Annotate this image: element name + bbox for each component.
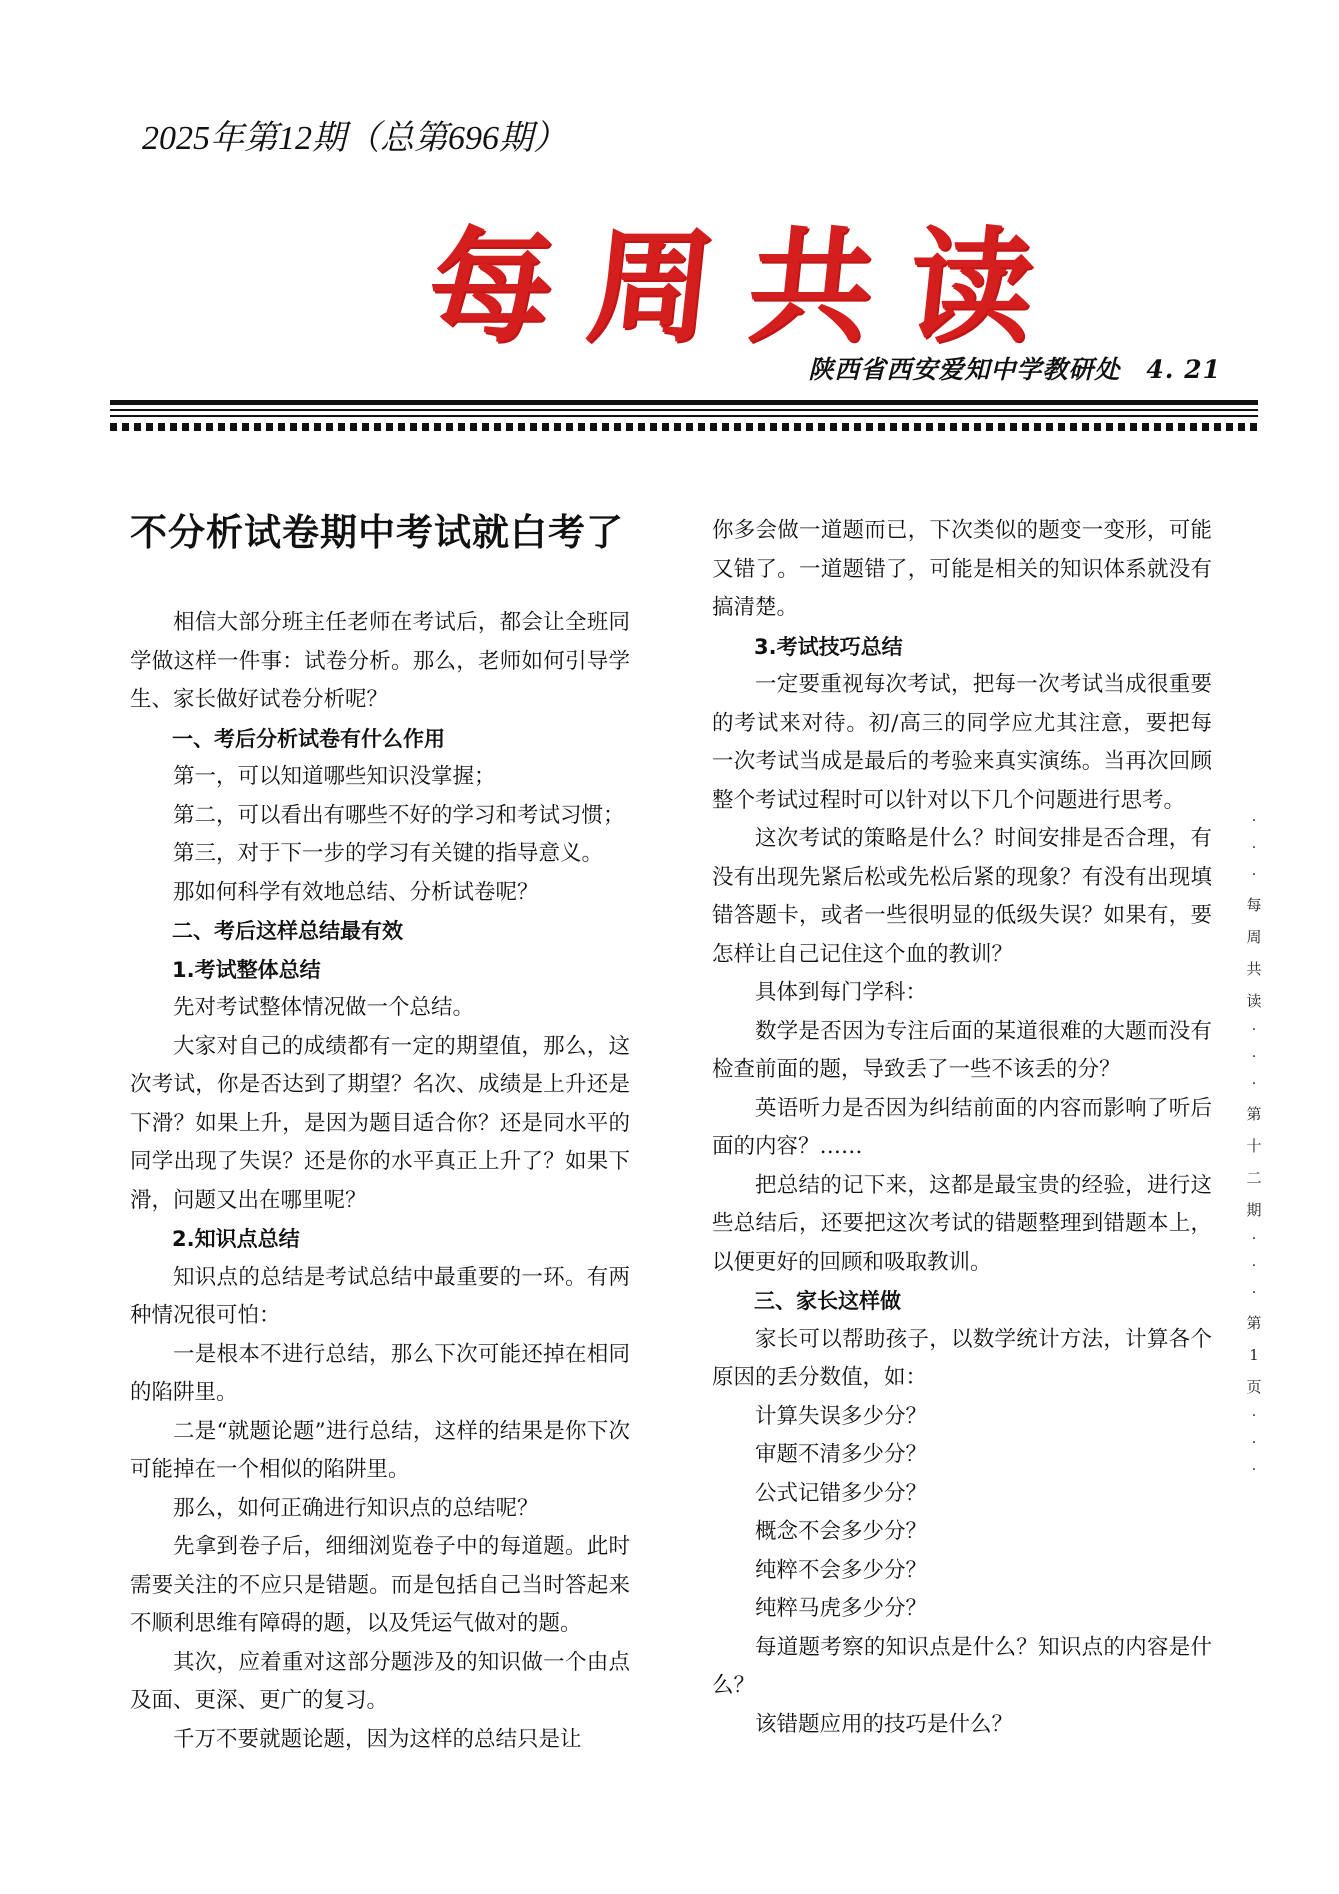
sidebar-char: 页	[1246, 1378, 1262, 1396]
section-heading: 3.考试技巧总结	[754, 634, 903, 659]
sidebar-dot: ·	[1251, 1408, 1257, 1424]
sidebar-dot: ·	[1251, 1462, 1257, 1478]
sidebar-dot: ·	[1251, 840, 1257, 856]
divider-thin-line	[110, 415, 1258, 417]
paragraph: 第一，可以知道哪些知识没掌握；	[173, 764, 496, 789]
sidebar-dot: ·	[1251, 1076, 1257, 1092]
sidebar-dot: ·	[1251, 867, 1257, 883]
sidebar-char: 第	[1246, 1105, 1262, 1123]
paragraph: 第三，对于下一步的学习有关键的指导意义。	[173, 841, 604, 866]
paragraph: 先对考试整体情况做一个总结。	[173, 995, 475, 1020]
sidebar-char: 第	[1246, 1314, 1262, 1332]
paragraph: 二是“就题论题”进行总结，这样的结果是你下次可能掉在一个相似的陷阱里。	[130, 1418, 630, 1482]
sidebar-char: 二	[1246, 1169, 1262, 1187]
publisher-line: 陕西省西安爱知中学教研处 4. 21	[808, 355, 1221, 384]
sidebar-dot: ·	[1251, 813, 1257, 829]
article-column-right	[712, 512, 1212, 1744]
divider-thick-line	[110, 400, 1258, 405]
section-heading: 二、考后这样总结最有效	[172, 919, 403, 943]
section-heading: 三、家长这样做	[754, 1289, 901, 1313]
paragraph: 那如何科学有效地总结、分析试卷呢？	[173, 879, 539, 905]
paragraph: 第二，可以看出有哪些不好的学习和考试习惯；	[173, 802, 625, 828]
paragraph: 纯粹马虎多少分？	[755, 1596, 928, 1621]
paragraph: 相信大部分班主任老师在考试后，都会让全班同学做这样一件事：试卷分析。那么，老师如何引导学生、家长做好试卷分析呢？	[130, 610, 630, 712]
sidebar-char: 每	[1246, 896, 1262, 914]
paragraph: 先拿到卷子后，细细浏览卷子中的每道题。此时需要关注的不应只是错题。而是包括自己当时答起来不顺利思维有障碍的题，以及凭运气做对的题。	[130, 1534, 630, 1636]
section-heading: 一、考后分析试卷有什么作用	[172, 726, 445, 751]
sidebar-char: 周	[1246, 928, 1262, 946]
article-column-left	[130, 508, 630, 1759]
divider-dotted-line	[110, 423, 1258, 431]
sidebar-dot: ·	[1251, 1049, 1257, 1065]
paragraph: 一是根本不进行总结，那么下次可能还掉在相同的陷阱里。	[130, 1341, 630, 1405]
sidebar-dot: ·	[1251, 1022, 1257, 1038]
issue-number: 2025年第12期（总第696期）	[142, 120, 567, 157]
paragraph: 概念不会多少分？	[755, 1519, 928, 1544]
paragraph: 英语听力是否因为纠结前面的内容而影响了听后面的内容？……	[712, 1095, 1212, 1159]
section-heading: 1.考试整体总结	[172, 957, 321, 982]
paragraph: 一定要重视每次考试，把每一次考试当成很重要的考试来对待。初/高三的同学应尤其注意，要把每一次考试当成是最后的考验来真实演练。当再次回顾整个考试过程时可以针对以下几个问题进行思考。	[712, 672, 1212, 813]
sidebar-char: 读	[1246, 992, 1262, 1010]
article-title: 不分析试卷期中考试就白考了	[130, 511, 624, 554]
sidebar-char: 共	[1246, 960, 1262, 978]
masthead-title: 每周共读	[421, 215, 1077, 360]
sidebar-dot: ·	[1251, 1258, 1257, 1274]
paragraph: 大家对自己的成绩都有一定的期望值，那么，这次考试，你是否达到了期望？名次、成绩是上升还是下滑？如果上升，是因为题目适合你？还是同水平的同学出现了失误？还是你的水平真正上升了？如果下滑，问题又出在哪里呢？	[130, 1033, 630, 1213]
page-sidebar-vertical	[1247, 808, 1261, 1484]
section-heading: 2.知识点总结	[172, 1227, 300, 1251]
sidebar-char: 1	[1249, 1346, 1259, 1364]
paragraph: 该错题应用的技巧是什么？	[755, 1711, 1014, 1737]
sidebar-dot: ·	[1251, 1285, 1257, 1301]
paragraph: 那么，如何正确进行知识点的总结呢？	[173, 1495, 539, 1521]
paragraph: 家长可以帮助孩子，以数学统计方法，计算各个原因的丢分数值，如：	[712, 1326, 1212, 1390]
sidebar-char: 十	[1246, 1137, 1262, 1155]
paragraph: 计算失误多少分？	[755, 1403, 928, 1429]
paragraph: 公式记错多少分？	[755, 1480, 928, 1506]
header-divider	[110, 400, 1258, 431]
divider-thin-line	[110, 409, 1258, 411]
paragraph: 审题不清多少分？	[755, 1442, 928, 1467]
sidebar-dot: ·	[1251, 1435, 1257, 1451]
paragraph: 千万不要就题论题，因为这样的总结只是让	[173, 1726, 582, 1752]
paragraph: 知识点的总结是考试总结中最重要的一环。有两种情况很可怕：	[130, 1264, 630, 1328]
paragraph: 具体到每门学科：	[755, 980, 928, 1005]
sidebar-char: 期	[1246, 1201, 1262, 1219]
paragraph: 你多会做一道题而已，下次类似的题变一变形，可能又错了。一道题错了，可能是相关的知识体系就没有搞清楚。	[712, 518, 1212, 620]
paragraph: 这次考试的策略是什么？时间安排是否合理，有没有出现先紧后松或先松后紧的现象？有没有出现填错答题卡，或者一些很明显的低级失误？如果有，要怎样让自己记住这个血的教训？	[712, 826, 1212, 967]
paragraph: 纯粹不会多少分？	[755, 1557, 928, 1583]
sidebar-dot: ·	[1251, 1231, 1257, 1247]
paragraph: 把总结的记下来，这都是最宝贵的经验，进行这些总结后，还要把这次考试的错题整理到错题本上，以便更好的回顾和吸取教训。	[712, 1172, 1212, 1275]
paragraph: 其次，应着重对这部分题涉及的知识做一个由点及面、更深、更广的复习。	[130, 1649, 630, 1713]
paragraph: 每道题考察的知识点是什么？知识点的内容是什么？	[712, 1634, 1212, 1698]
paragraph: 数学是否因为专注后面的某道很难的大题而没有检查前面的题，导致丢了一些不该丢的分？	[712, 1018, 1212, 1082]
